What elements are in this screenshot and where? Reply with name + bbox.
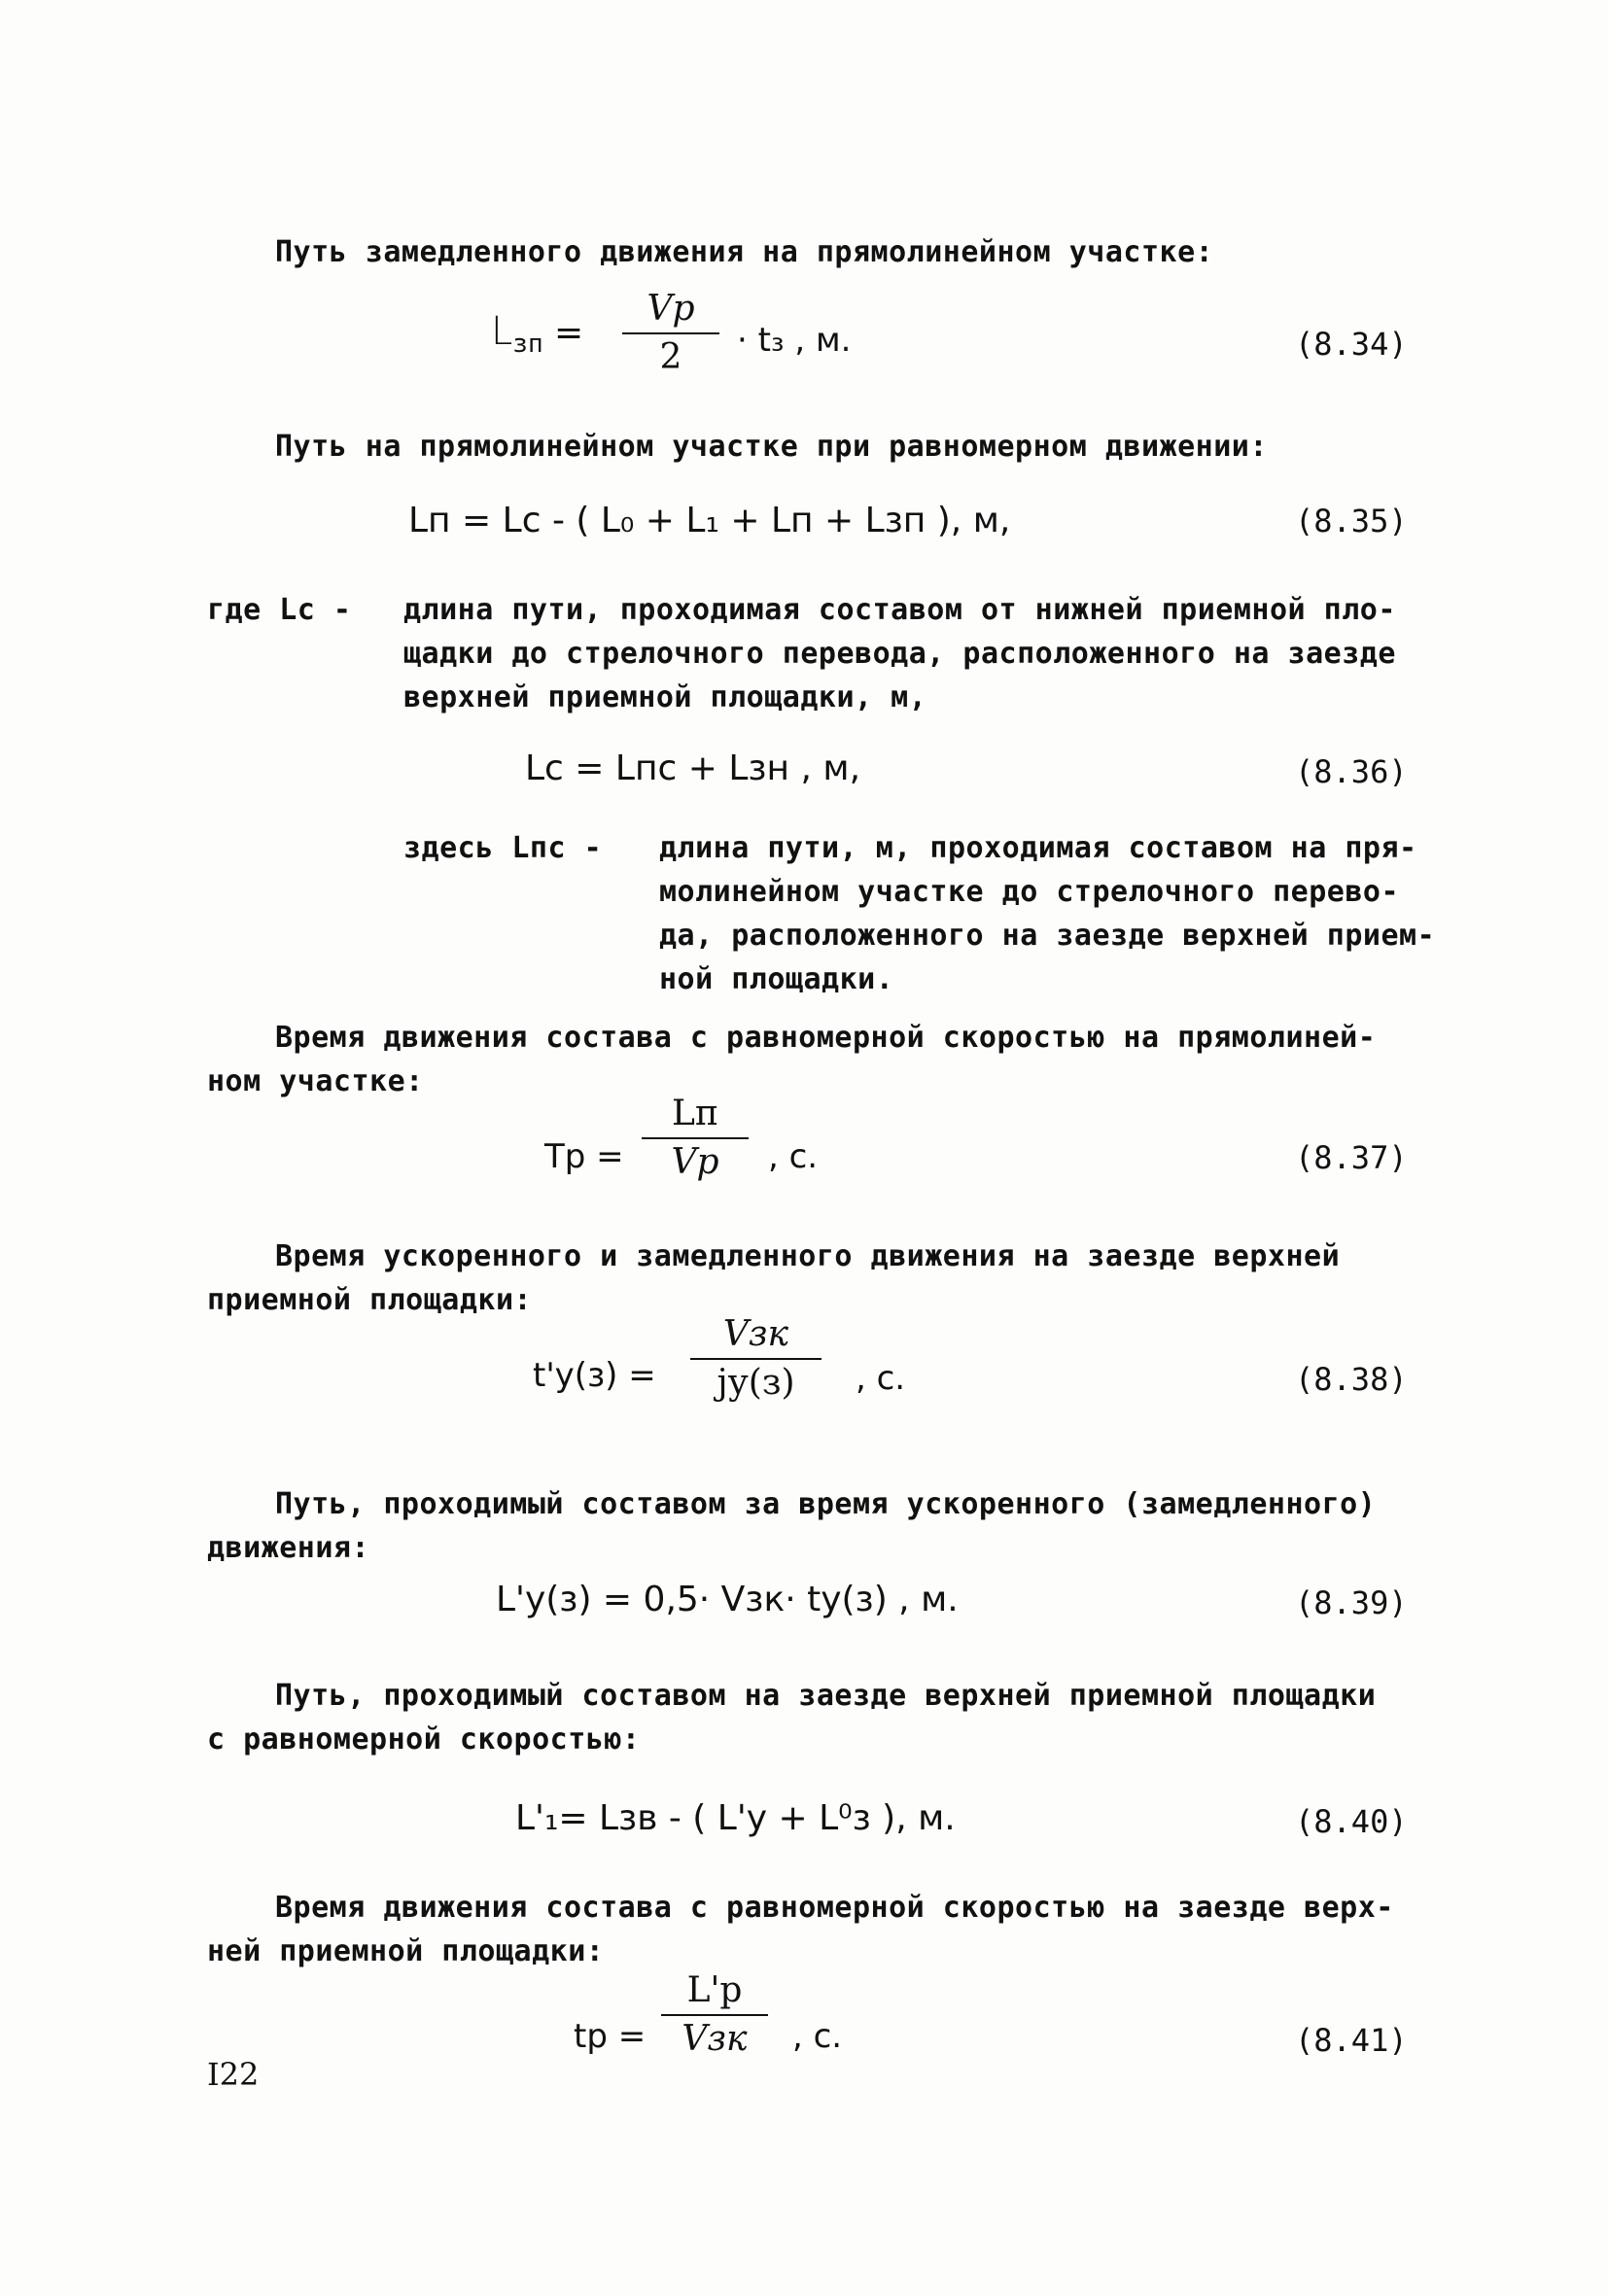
paragraph-8-38-line-2: приемной площадки: xyxy=(207,1283,533,1317)
equation-8-38-fraction xyxy=(690,1314,821,1403)
equation-number-8-35: (8.35) xyxy=(1295,503,1408,539)
paragraph-8-41-line-1: Время движения состава с равномерной скоростью на заезде верх- xyxy=(275,1891,1394,1925)
where-definition-line-3: верхней приемной площадки, м, xyxy=(403,680,927,714)
fraction-bar xyxy=(661,2014,768,2016)
equation-8-41-lhs: tр = xyxy=(574,2017,647,2056)
paragraph-8-37-line-1: Время движения состава с равномерной скоростью на прямолиней- xyxy=(275,1021,1377,1055)
equation-8-39: L'у(з) = 0,5· Vзк· tу(з) , м. xyxy=(496,1580,959,1619)
equation-number-8-39: (8.39) xyxy=(1295,1584,1408,1621)
eq838-denominator: jу(з) xyxy=(717,1363,795,1403)
equation-number-8-37: (8.37) xyxy=(1295,1139,1408,1176)
where-definition-line-2: щадки до стрелочного перевода, расположенного на заезде xyxy=(403,637,1396,671)
equation-8-35: Lп = Lс - ( L₀ + L₁ + Lп + Lзп ), м, xyxy=(408,501,1011,540)
page-number: I22 xyxy=(207,2056,260,2093)
paragraph-8-38-line-1: Время ускоренного и замедленного движения на заезде верхней xyxy=(275,1239,1341,1273)
eq834-numerator: Vp xyxy=(647,289,695,329)
equation-8-38-tail: , с. xyxy=(856,1359,906,1398)
fraction-bar xyxy=(690,1358,821,1360)
fraction-bar xyxy=(642,1137,749,1139)
paragraph-8-40-line-2: с равномерной скоростью: xyxy=(207,1722,641,1757)
eq841-numerator: L'р xyxy=(686,1970,743,2010)
eq834-lhs-sub: зп xyxy=(512,330,543,359)
equation-8-34-fraction xyxy=(622,289,719,377)
equation-8-40: L'₁= Lзв - ( L'у + L⁰з ), м. xyxy=(515,1798,956,1838)
here-definition-line-1: длина пути, м, проходимая составом на пря- xyxy=(659,831,1417,865)
eq834-denominator: 2 xyxy=(659,337,682,377)
paragraph-8-37-line-2: ном участке: xyxy=(207,1064,424,1098)
equation-number-8-34: (8.34) xyxy=(1295,326,1408,363)
fraction-bar xyxy=(622,332,719,334)
paragraph-8-40-line-1: Путь, проходимый составом на заезде верхней приемной площадки xyxy=(275,1679,1377,1713)
eq838-numerator: Vзк xyxy=(722,1314,789,1354)
here-definition-line-2: молинейном участке до стрелочного перево- xyxy=(659,875,1400,909)
here-definition-line-4: ной площадки. xyxy=(659,962,894,996)
paragraph-8-39-line-2: движения: xyxy=(207,1531,370,1565)
equation-number-8-36: (8.36) xyxy=(1295,753,1408,790)
where-definition-prefix: где Lс - xyxy=(207,593,352,627)
where-definition-line-1: длина пути, проходимая составом от нижней приемной пло- xyxy=(403,593,1396,627)
equation-8-41-tail: , с. xyxy=(792,2017,843,2056)
eq834-lhs: L xyxy=(491,309,513,354)
equation-8-36: Lс = Lпс + Lзн , м, xyxy=(525,748,861,788)
here-definition-line-3: да, расположенного на заезде верхней прием- xyxy=(659,919,1436,953)
eq837-denominator: Vр xyxy=(671,1142,719,1182)
equation-8-34-tail: · t₃ , м. xyxy=(737,321,852,360)
eq841-denominator: Vзк xyxy=(682,2019,748,2059)
paragraph-8-34-intro: Путь замедленного движения на прямолинейном участке: xyxy=(275,235,1214,269)
equation-8-41-fraction xyxy=(661,1970,768,2059)
paragraph-8-39-line-1: Путь, проходимый составом за время ускоренного (замедленного) xyxy=(275,1487,1377,1521)
equation-8-37-lhs: Tр = xyxy=(544,1137,624,1176)
equation-8-38-lhs: t'у(з) = xyxy=(533,1356,656,1395)
eq837-numerator: Lп xyxy=(672,1094,718,1133)
equation-number-8-41: (8.41) xyxy=(1295,2022,1408,2059)
paragraph-8-41-line-2: ней приемной площадки: xyxy=(207,1934,605,1968)
equation-8-34-lhs: $L_{зп}$ = xyxy=(491,309,584,359)
equation-number-8-38: (8.38) xyxy=(1295,1361,1408,1398)
here-definition-prefix: здесь Lпс - xyxy=(403,831,603,865)
paragraph-8-35-intro: Путь на прямолинейном участке при равномерном движении: xyxy=(275,430,1268,464)
equation-8-37-fraction xyxy=(642,1096,749,1180)
equation-8-37-tail: , с. xyxy=(768,1137,819,1176)
equation-number-8-40: (8.40) xyxy=(1295,1803,1408,1840)
